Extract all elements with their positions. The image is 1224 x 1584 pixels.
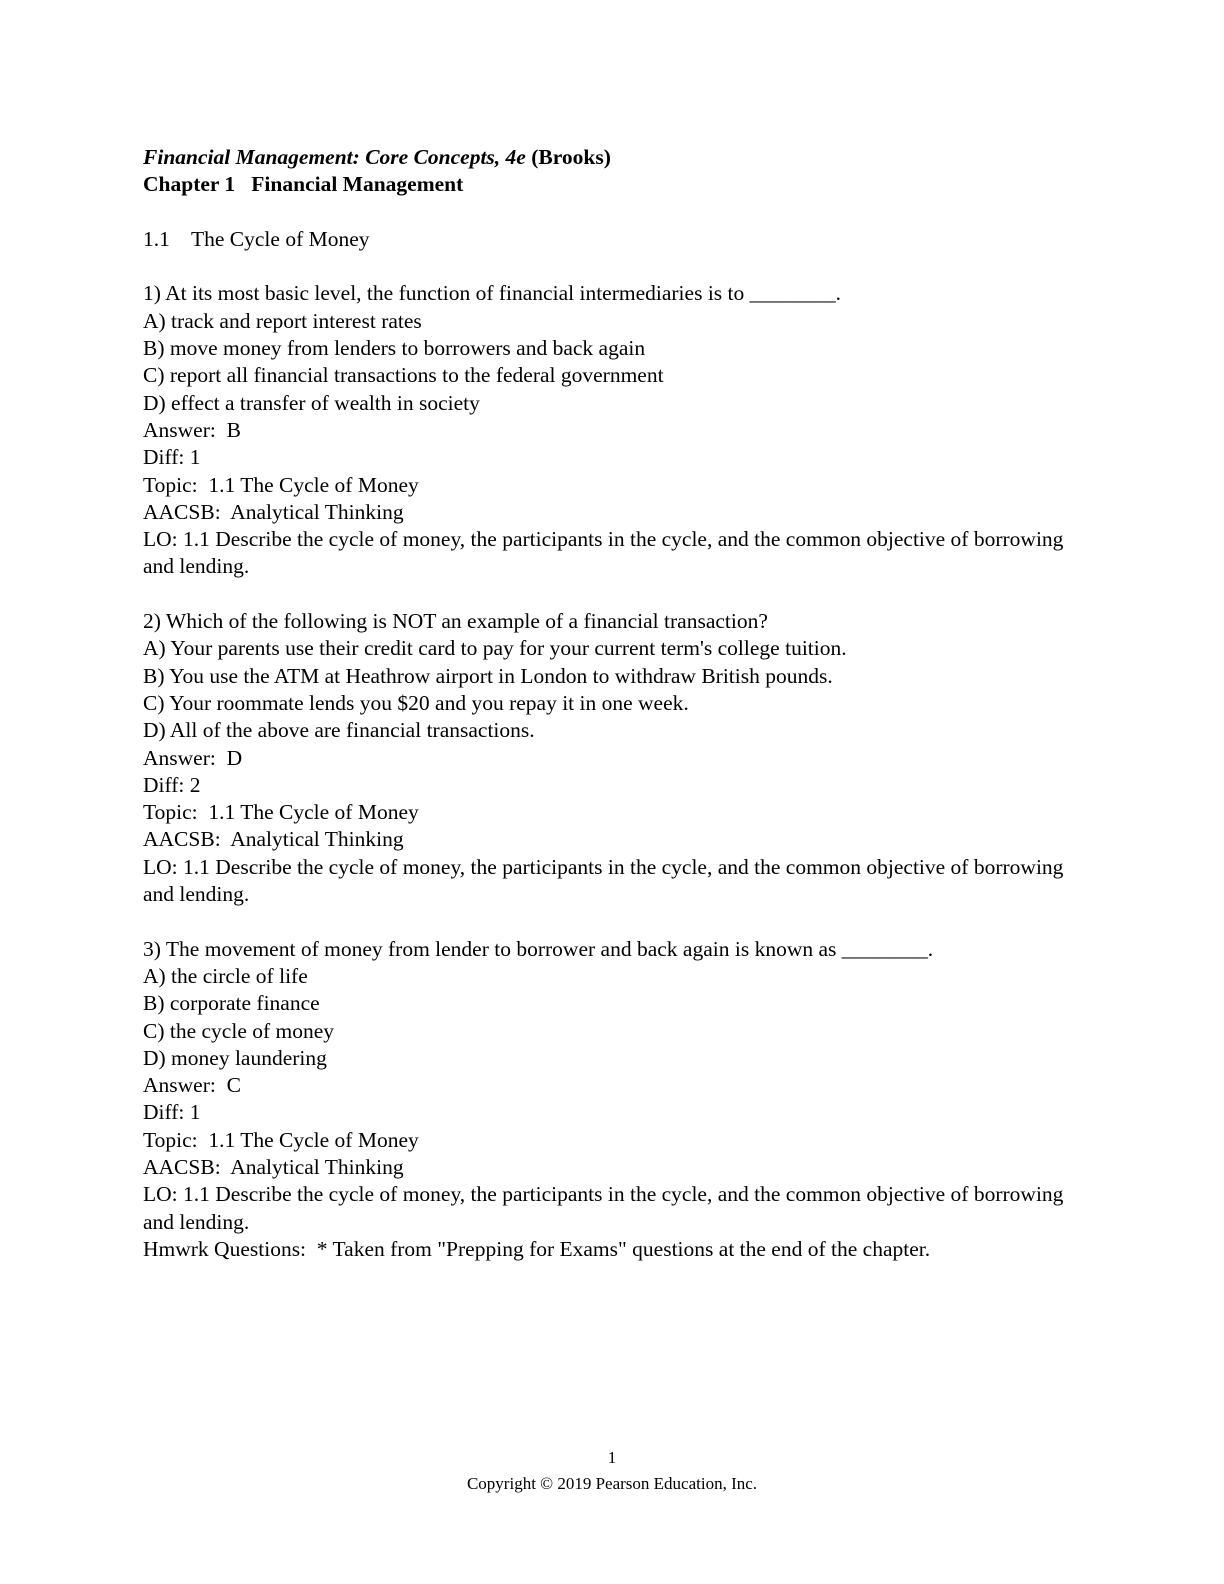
difficulty: Diff: 1 <box>143 445 201 470</box>
learning-objective: LO: 1.1 Describe the cycle of money, the participants in the cycle, and the common objective of borrowing and lending. <box>143 854 1064 907</box>
difficulty: Diff: 1 <box>143 1100 201 1125</box>
answer-option: B) You use the ATM at Heathrow airport in London to withdraw British pounds. <box>143 663 833 688</box>
homework-note: Hmwrk Questions: * Taken from "Prepping for Exams" questions at the end of the chapter. <box>143 1236 931 1261</box>
spacer <box>143 253 1083 280</box>
question-2 <box>143 608 1083 908</box>
section-title: The Cycle of Money <box>191 226 370 251</box>
question-stem: 1) At its most basic level, the function of financial intermediaries is to ________. <box>143 281 842 306</box>
question-stem: 2) Which of the following is NOT an example of a financial transaction? <box>143 609 768 634</box>
answer-option: D) money laundering <box>143 1045 327 1070</box>
answer-option: B) move money from lenders to borrowers and back again <box>143 336 646 361</box>
answer-key: Answer: C <box>143 1073 241 1098</box>
book-author: (Brooks) <box>525 145 611 169</box>
aacsb: AACSB: Analytical Thinking <box>143 1154 404 1179</box>
learning-objective: LO: 1.1 Describe the cycle of money, the participants in the cycle, and the common objective of borrowing and lending. <box>143 527 1064 579</box>
answer-key: Answer: B <box>143 417 241 442</box>
answer-key: Answer: D <box>143 745 243 770</box>
book-title <box>143 144 1083 171</box>
answer-option: B) corporate finance <box>143 991 320 1016</box>
difficulty: Diff: 2 <box>143 772 201 797</box>
spacer <box>143 581 1083 608</box>
learning-objective: LO: 1.1 Describe the cycle of money, the participants in the cycle, and the common objective of borrowing and lending. <box>143 1182 1064 1234</box>
question-stem: 3) The movement of money from lender to borrower and back again is known as ________. <box>143 936 934 961</box>
question-1 <box>143 280 1083 580</box>
topic: Topic: 1.1 The Cycle of Money <box>143 800 419 825</box>
aacsb: AACSB: Analytical Thinking <box>143 499 404 524</box>
answer-option: C) the cycle of money <box>143 1018 335 1043</box>
answer-option: D) All of the above are financial transactions. <box>143 718 535 743</box>
spacer <box>143 908 1083 935</box>
page-number: 1 <box>607 1448 617 1467</box>
book-title-italic: Financial Management: Core Concepts, 4e <box>143 145 526 169</box>
answer-option: A) the circle of life <box>143 963 308 988</box>
answer-option: D) effect a transfer of wealth in society <box>143 390 480 415</box>
question-3 <box>143 936 1083 1264</box>
section-heading <box>143 226 1083 253</box>
answer-option: A) Your parents use their credit card to pay for your current term's college tuition. <box>143 636 847 661</box>
aacsb: AACSB: Analytical Thinking <box>143 827 404 852</box>
spacer <box>143 199 1083 226</box>
copyright-notice: Copyright © 2019 Pearson Education, Inc. <box>466 1474 758 1493</box>
answer-option: C) Your roommate lends you $20 and you repay it in one week. <box>143 690 689 715</box>
topic: Topic: 1.1 The Cycle of Money <box>143 472 419 497</box>
topic: Topic: 1.1 The Cycle of Money <box>143 1127 419 1152</box>
answer-option: A) track and report interest rates <box>143 308 422 333</box>
chapter-heading: Chapter 1 Financial Management <box>143 172 464 197</box>
answer-option: C) report all financial transactions to the federal government <box>143 363 664 388</box>
section-number: 1.1 <box>143 226 170 251</box>
page-content <box>143 144 1083 1263</box>
